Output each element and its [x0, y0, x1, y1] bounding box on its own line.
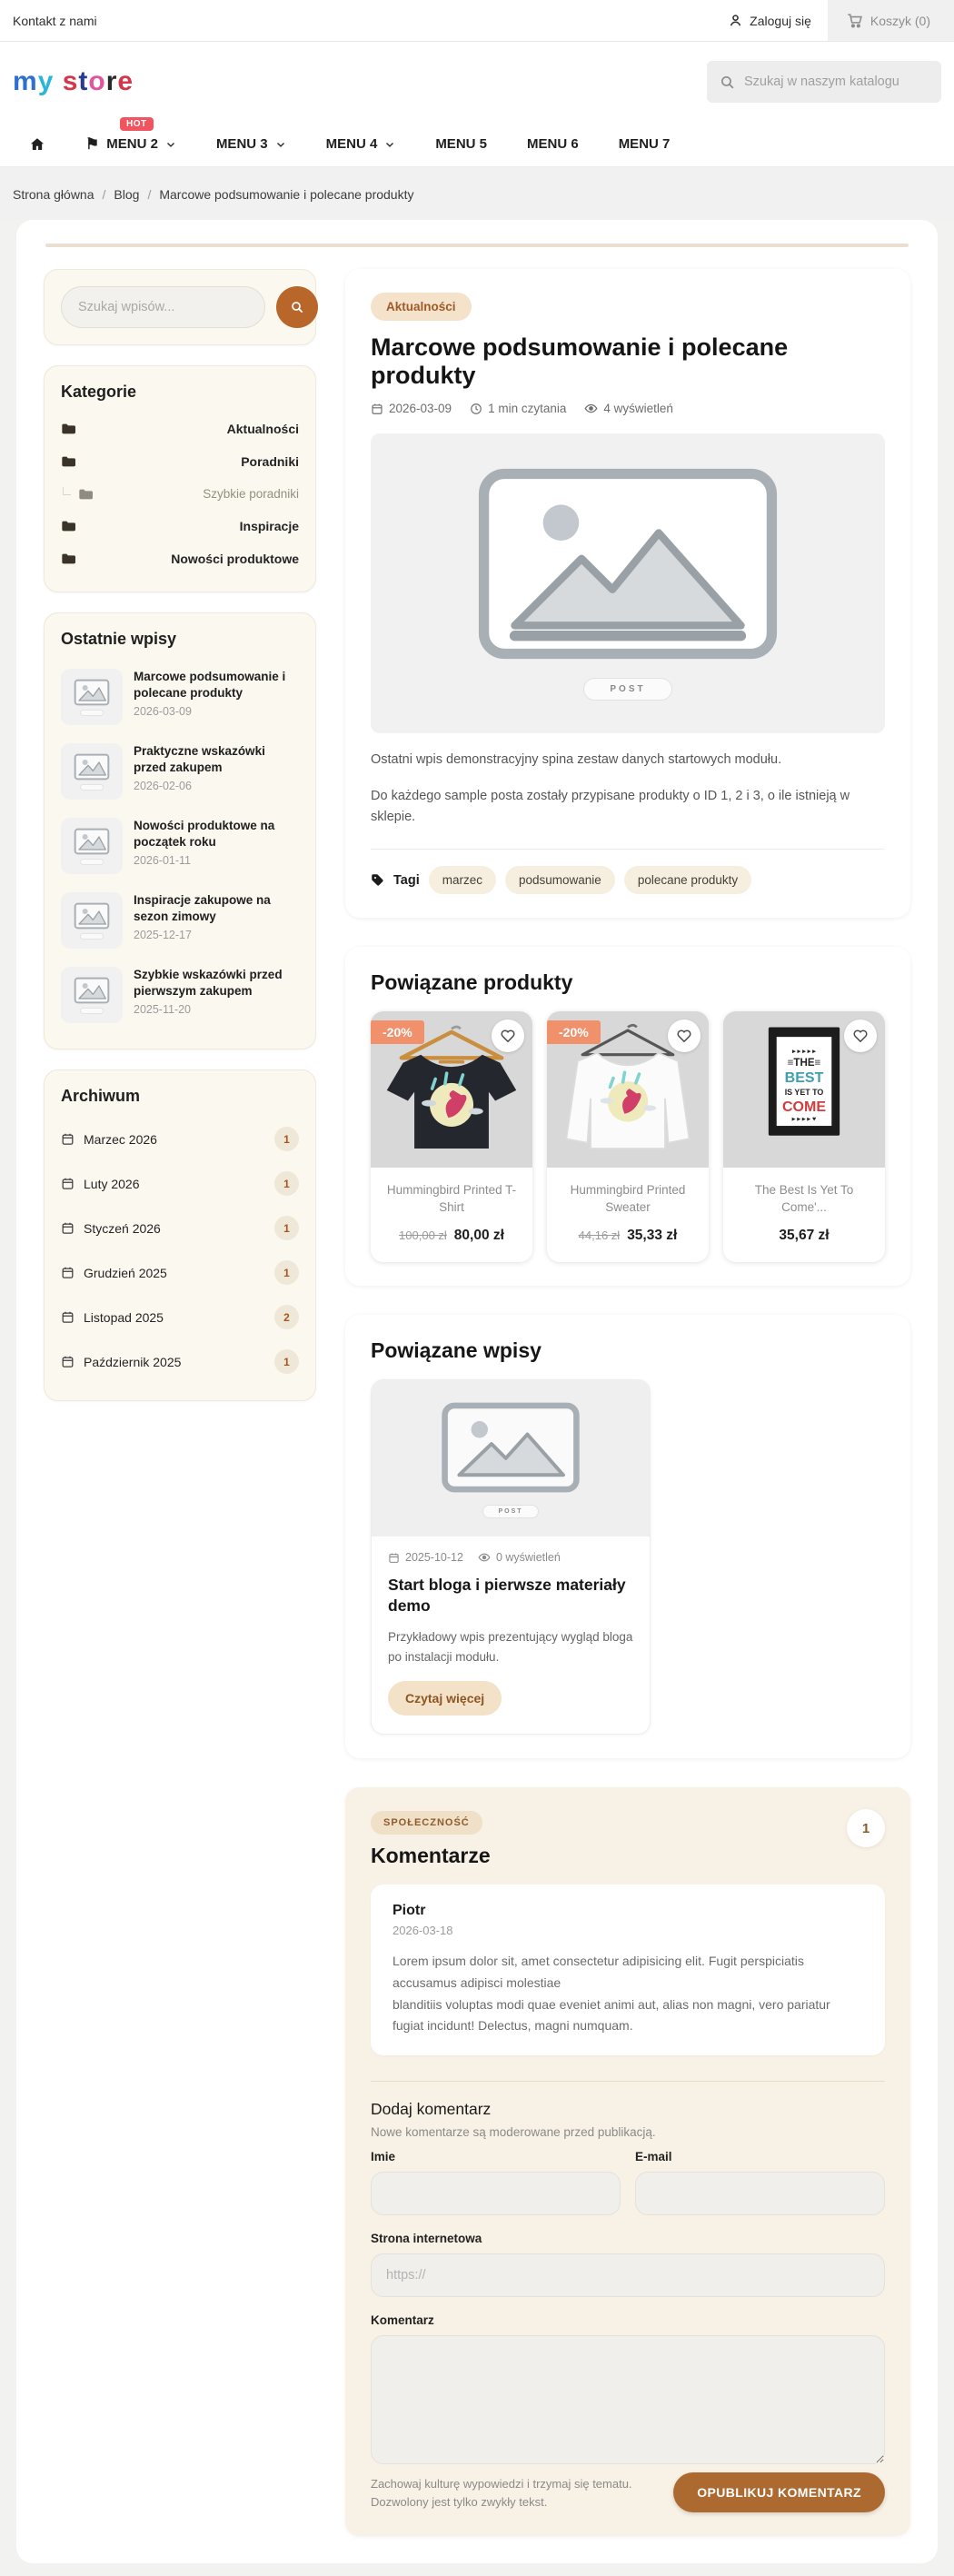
blog-search-input[interactable]: [61, 286, 265, 328]
folder-icon: [61, 455, 75, 468]
svg-text:COME: COME: [781, 1099, 827, 1116]
recent-post-item[interactable]: [61, 958, 299, 1032]
post-type-badge: POST: [583, 678, 671, 701]
article-card: [345, 269, 910, 918]
article-featured-image: [371, 433, 885, 733]
calendar-icon: [388, 1552, 400, 1564]
recent-posts-card: [44, 612, 316, 1049]
archive-item[interactable]: [61, 1117, 299, 1161]
related-products-title: Powiązane produkty: [371, 970, 573, 995]
product-card[interactable]: [723, 1011, 885, 1262]
product-card[interactable]: [547, 1011, 709, 1262]
related-post-date: 2025-10-12: [405, 1551, 463, 1565]
related-post-card[interactable]: [371, 1379, 651, 1735]
archive-count-badge: 1: [274, 1171, 299, 1196]
product-name[interactable]: Hummingbird Printed Sweater: [570, 1183, 686, 1215]
archive-month-label: Październik 2025: [84, 1354, 182, 1369]
post-mini-badge: [80, 784, 104, 791]
heart-icon: [852, 1028, 869, 1044]
comment-item: [371, 1885, 885, 2055]
eye-icon: [584, 402, 598, 415]
archive-count-badge: 1: [274, 1349, 299, 1374]
category-label: Poradniki: [241, 454, 299, 469]
related-post-views: 0 wyświetleń: [495, 1551, 561, 1565]
article-read-time: 1 min czytania: [488, 402, 567, 415]
category-label: Szybkie poradniki: [203, 487, 299, 501]
folder-icon: [61, 552, 75, 565]
menu-item-label: MENU 3: [215, 136, 268, 152]
menu-item-label: MENU 6: [527, 136, 579, 152]
menu-item-5[interactable]: [435, 136, 487, 152]
breadcrumb-item[interactable]: Marcowe podsumowanie i polecane produkty: [159, 187, 414, 202]
moderation-note: Nowe komentarze są moderowane przed publikacją.: [371, 2125, 656, 2140]
archive-count-badge: 2: [274, 1305, 299, 1329]
article-tags: [371, 866, 885, 894]
recent-post-date: 2026-02-06: [134, 780, 192, 793]
related-products-card: [345, 947, 910, 1286]
recent-post-title: Praktyczne wskazówki przed zakupem: [134, 744, 265, 774]
recent-post-item[interactable]: [61, 660, 299, 734]
post-mini-badge: [80, 710, 104, 716]
archive-item[interactable]: [61, 1161, 299, 1206]
sidebar-search-card: [44, 269, 316, 345]
calendar-icon: [371, 403, 383, 415]
calendar-icon: [61, 1266, 75, 1279]
archive-month-label: Luty 2026: [84, 1176, 140, 1191]
recent-post-date: 2026-01-11: [134, 854, 192, 868]
menu-item-label: MENU 2: [106, 136, 158, 152]
recent-post-date: 2025-11-20: [134, 1003, 192, 1017]
sidebar-category-item[interactable]: [61, 445, 299, 478]
comment-text: blanditiis voluptas modi quae eveniet animi aut, alias non magni, vero pariatur fugiat incidunt! Delectus, magni numquam.: [393, 1996, 830, 2034]
comment-label: Komentarz: [371, 2313, 434, 2328]
menu-item-7[interactable]: [619, 136, 671, 152]
email-field[interactable]: [635, 2172, 885, 2215]
menu-item-4[interactable]: [326, 136, 396, 152]
product-old-price: 44,16 zł: [578, 1228, 621, 1243]
email-label: E-mail: [635, 2150, 672, 2164]
comment-field[interactable]: [371, 2335, 885, 2464]
divider: [371, 849, 885, 850]
post-mini-badge: [80, 1008, 104, 1014]
search-icon: [290, 300, 304, 314]
store-logo[interactable]: my store: [13, 66, 134, 96]
recent-post-item[interactable]: [61, 883, 299, 958]
archive-month-label: Marzec 2026: [84, 1131, 157, 1147]
comments-card: [345, 1787, 910, 2536]
home-icon: [29, 136, 45, 153]
comment-date: 2026-03-18: [393, 1924, 453, 1938]
folder-icon: [78, 488, 93, 501]
divider: [371, 2081, 885, 2082]
calendar-icon: [61, 1355, 75, 1368]
product-price: 35,33 zł: [627, 1228, 678, 1244]
image-placeholder-icon: [74, 679, 110, 706]
calendar-icon: [61, 1221, 75, 1235]
comment-rules-note: Dozwolony jest tylko zwykły tekst.: [371, 2495, 548, 2510]
folder-icon: [61, 520, 75, 532]
recent-post-date: 2025-12-17: [134, 929, 192, 942]
related-posts-title: Powiązane wpisy: [371, 1338, 542, 1363]
related-posts-card: [345, 1315, 910, 1758]
chevron-down-icon: [165, 139, 176, 150]
breadcrumb-separator: /: [147, 187, 152, 202]
menu-item-label: MENU 5: [435, 136, 487, 152]
menu-item-6[interactable]: [527, 136, 579, 152]
categories-card: [44, 365, 316, 592]
chevron-down-icon: [384, 139, 395, 150]
image-placeholder-icon: [74, 902, 110, 930]
archive-item[interactable]: [61, 1339, 299, 1384]
comment-text: Lorem ipsum dolor sit, amet consectetur adipisicing elit. Fugit perspiciatis accusamus adipisci molestiae: [393, 1954, 804, 1990]
catalog-search: [707, 61, 941, 103]
heart-icon: [676, 1028, 692, 1044]
catalog-search-input[interactable]: [744, 75, 929, 89]
archive-month-label: Grudzień 2025: [84, 1265, 167, 1280]
calendar-icon: [61, 1132, 75, 1146]
image-placeholder-icon: [74, 828, 110, 855]
comments-title: Komentarze: [371, 1844, 491, 1868]
cart-icon: [846, 12, 863, 29]
sidebar-category-item[interactable]: [61, 478, 299, 510]
user-icon: [728, 13, 743, 28]
tag-pill[interactable]: marzec: [429, 866, 496, 894]
archive-count-badge: 1: [274, 1216, 299, 1240]
menu-item-label: MENU 7: [618, 136, 671, 152]
archive-card: [44, 1069, 316, 1401]
category-label: Inspiracje: [239, 519, 299, 533]
image-placeholder-icon: [473, 466, 782, 661]
product-name[interactable]: The Best Is Yet To Come'...: [754, 1183, 854, 1215]
archive-item[interactable]: [61, 1250, 299, 1295]
main-menu: [0, 119, 954, 167]
topbar: [0, 0, 954, 42]
related-post-meta: [388, 1551, 633, 1564]
sidebar-category-item[interactable]: [61, 510, 299, 542]
post-thumbnail-placeholder: [61, 743, 123, 800]
article-category-badge[interactable]: Aktualności: [371, 293, 472, 321]
category-label: Nowości produktowe: [171, 552, 299, 566]
contact-link[interactable]: Kontakt z nami: [13, 13, 97, 28]
heart-icon: [500, 1028, 516, 1044]
recent-post-title: Nowości produktowe na początek roku: [134, 819, 275, 849]
login-label: Zaloguj się: [750, 13, 811, 28]
related-post-excerpt: Przykładowy wpis prezentujący wygląd bloga po instalacji modułu.: [388, 1629, 633, 1664]
post-mini-badge: [80, 933, 104, 940]
archive-item[interactable]: [61, 1206, 299, 1250]
sidebar-category-item[interactable]: [61, 542, 299, 575]
menu-item-3[interactable]: [216, 136, 286, 152]
breadcrumb-separator: /: [102, 187, 106, 202]
hot-badge: HOT: [120, 117, 154, 131]
article-title: Marcowe podsumowanie i polecane produkty: [371, 333, 789, 389]
post-thumbnail-placeholder: [61, 967, 123, 1023]
folder-icon: [61, 423, 75, 435]
recent-post-date: 2026-03-09: [134, 705, 192, 719]
search-icon: [720, 75, 735, 90]
image-placeholder-icon: [74, 977, 110, 1004]
product-name[interactable]: Hummingbird Printed T-Shirt: [386, 1183, 517, 1215]
website-field[interactable]: [371, 2253, 885, 2297]
cart-label: Koszyk (0): [870, 13, 930, 28]
breadcrumb: [0, 167, 954, 220]
chevron-down-icon: [275, 139, 286, 150]
article-meta: [371, 402, 885, 415]
menu-item-label: MENU 4: [325, 136, 378, 152]
categories-title: Kategorie: [61, 383, 137, 401]
archive-count-badge: 1: [274, 1127, 299, 1151]
archive-count-badge: 1: [274, 1260, 299, 1285]
comment-rules-note: Zachowaj kulturę wypowiedzi i trzymaj się tematu.: [371, 2476, 632, 2491]
clock-icon: [470, 403, 482, 415]
svg-text:BEST: BEST: [784, 1069, 824, 1087]
article-paragraph: Do każdego sample posta zostały przypisane produkty o ID 1, 2 i 3, o ile istnieją w sklepie.: [371, 789, 850, 824]
recent-post-item[interactable]: [61, 734, 299, 809]
menu-home[interactable]: [29, 136, 45, 153]
post-thumbnail-placeholder: [61, 818, 123, 874]
image-placeholder-icon: [439, 1399, 582, 1496]
discount-badge: -20%: [371, 1020, 424, 1044]
eye-icon: [478, 1551, 491, 1564]
product-old-price: 100,00 zł: [399, 1228, 447, 1243]
category-label: Aktualności: [226, 422, 299, 436]
article-date: 2026-03-09: [389, 402, 452, 415]
recent-posts-title: Ostatnie wpisy: [61, 630, 177, 648]
site-header: [0, 42, 954, 122]
discount-badge: -20%: [547, 1020, 601, 1044]
content-wrapper: [16, 220, 938, 2563]
related-post-title[interactable]: Start bloga i pierwsze materiały demo: [388, 1576, 626, 1616]
publish-comment-button[interactable]: OPUBLIKUJ KOMENTARZ: [673, 2472, 885, 2512]
comments-count-badge: 1: [847, 1809, 885, 1847]
article-paragraph: Ostatni wpis demonstracyjny spina zestaw danych startowych modułu.: [371, 752, 782, 767]
breadcrumb-item[interactable]: Blog: [114, 187, 140, 202]
blog-sidebar: [44, 269, 316, 1421]
recent-post-title: Marcowe podsumowanie i polecane produkty: [134, 670, 286, 700]
tag-icon: [371, 873, 384, 887]
blog-main: [345, 269, 910, 2536]
tags-label: Tagi: [393, 872, 420, 888]
calendar-icon: [61, 1177, 75, 1190]
blog-search-button[interactable]: [276, 286, 318, 328]
post-mini-badge: [80, 859, 104, 865]
decorative-divider: [45, 244, 909, 247]
tag-pill[interactable]: polecane produkty: [624, 866, 751, 894]
post-thumbnail-placeholder: [61, 892, 123, 949]
svg-text:▸ ▸ ▸ ▸ ▸: ▸ ▸ ▸ ▸ ▸: [792, 1048, 816, 1056]
website-label: Strona internetowa: [371, 2232, 482, 2246]
svg-text:IS YET TO: IS YET TO: [784, 1088, 824, 1098]
name-label: Imie: [371, 2150, 396, 2164]
sidebar-category-item[interactable]: [61, 413, 299, 445]
svg-text:▸ ▸ ▸ ▸ ♥: ▸ ▸ ▸ ▸ ♥: [791, 1116, 817, 1124]
tag-pill[interactable]: podsumowanie: [505, 866, 615, 894]
community-badge: SPOŁECZNOŚĆ: [371, 1811, 482, 1835]
article-views: 4 wyświetleń: [603, 402, 673, 415]
calendar-icon: [61, 1310, 75, 1324]
recent-post-item[interactable]: [61, 809, 299, 883]
comment-author: Piotr: [393, 1903, 426, 1919]
cart-button[interactable]: [828, 0, 954, 41]
recent-post-title: Szybkie wskazówki przed pierwszym zakupem: [134, 968, 283, 998]
menu-item-2[interactable]: [85, 119, 176, 153]
product-card[interactable]: [371, 1011, 532, 1262]
tree-branch-mark: [63, 487, 71, 495]
recent-post-title: Inspiracje zakupowe na sezon zimowy: [134, 893, 271, 923]
svg-text:≡THE≡: ≡THE≡: [787, 1058, 821, 1069]
login-link[interactable]: [711, 13, 828, 28]
archive-item[interactable]: [61, 1295, 299, 1339]
archive-month-label: Listopad 2025: [84, 1309, 164, 1325]
flag-icon: ⚑: [85, 135, 100, 153]
product-price: 35,67 zł: [779, 1228, 830, 1244]
related-post-image: [372, 1380, 650, 1537]
add-comment-title: Dodaj komentarz: [371, 2100, 492, 2119]
image-placeholder-icon: [74, 753, 110, 781]
read-more-button[interactable]: Czytaj więcej: [388, 1681, 502, 1716]
archive-month-label: Styczeń 2026: [84, 1220, 161, 1236]
name-field[interactable]: [371, 2172, 621, 2215]
archive-title: Archiwum: [61, 1087, 141, 1105]
post-thumbnail-placeholder: [61, 669, 123, 725]
product-price: 80,00 zł: [453, 1228, 504, 1244]
breadcrumb-item[interactable]: Strona główna: [13, 187, 94, 202]
post-type-badge: POST: [482, 1505, 538, 1518]
